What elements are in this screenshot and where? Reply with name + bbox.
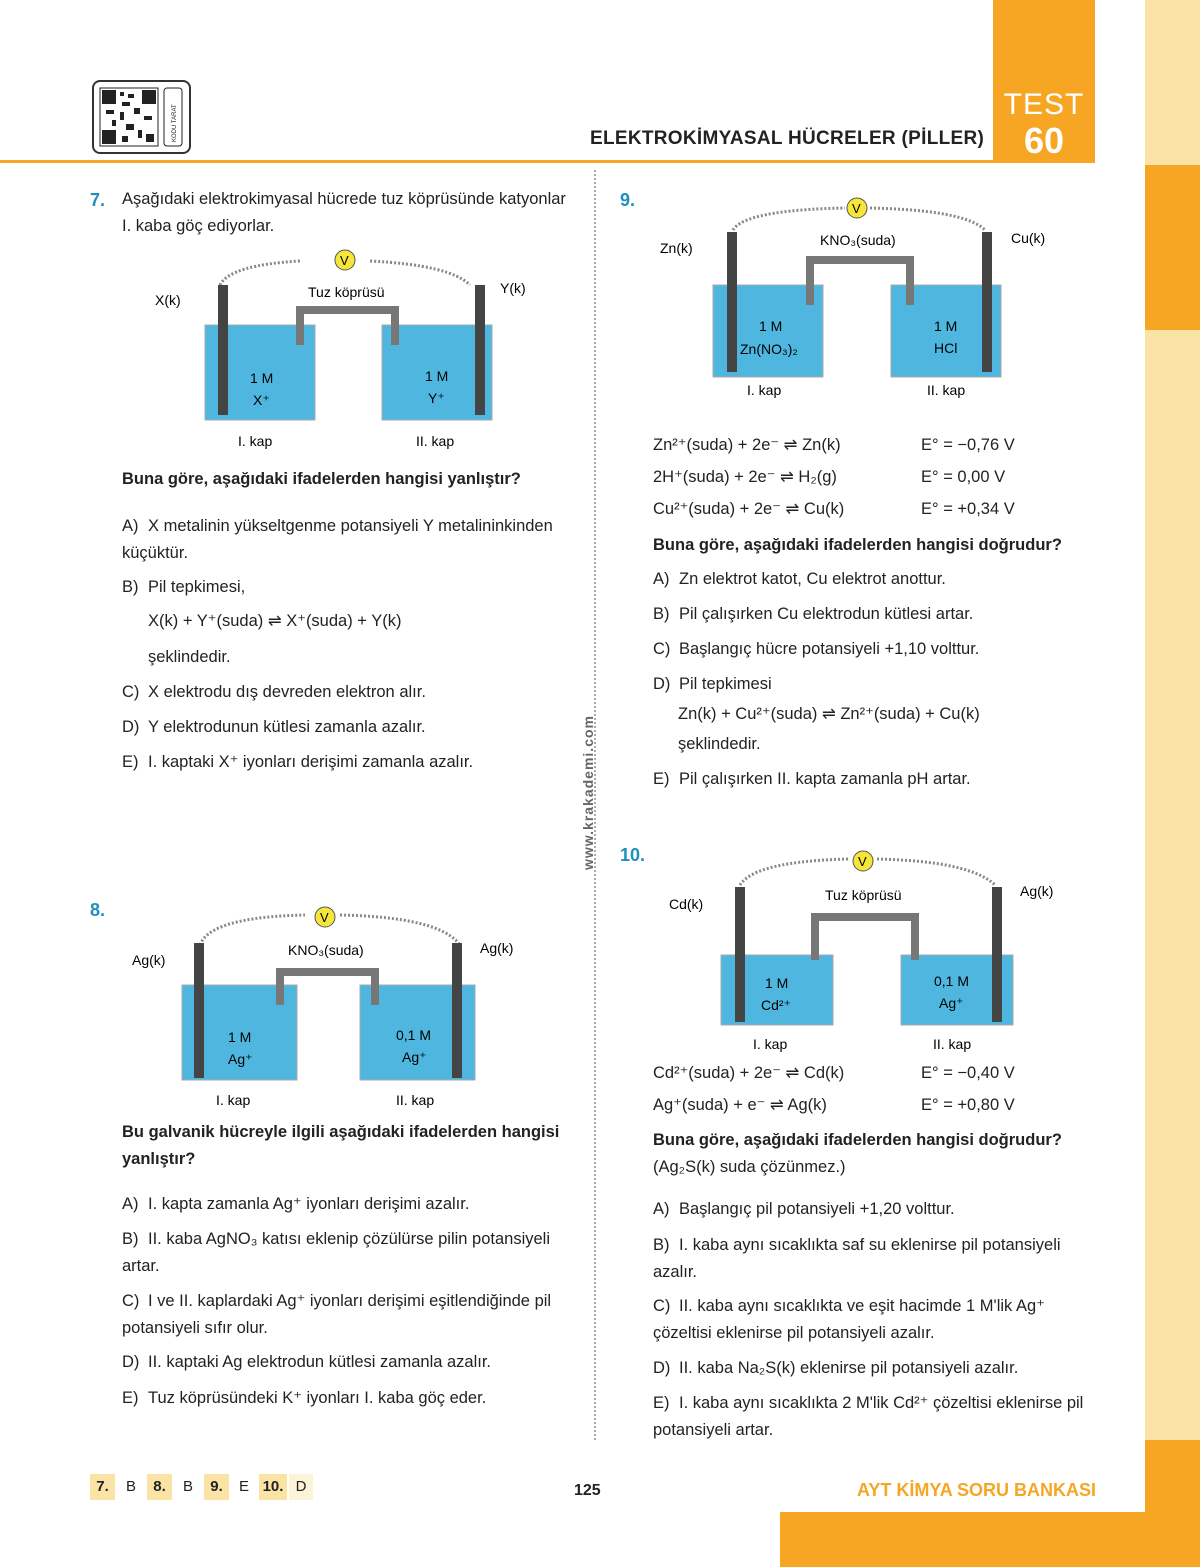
q8-cell1-ion: Ag⁺ — [228, 1051, 253, 1067]
test-badge — [993, 0, 1095, 163]
q9-eq-1: Zn²⁺(suda) + 2e⁻ ⇌ Zn(k) — [653, 436, 841, 454]
q9-question: Buna göre, aşağıdaki ifadelerden hangisi doğrudur? — [653, 536, 1062, 554]
answer-key-q9-value: E — [238, 1478, 249, 1495]
q7-right-electrode: Y(k) — [500, 280, 526, 296]
q8-cell-figure — [130, 905, 550, 1115]
q8-bridge-label: KNO₃(suda) — [288, 942, 364, 958]
q10-eq-2-potential: E° = +0,80 V — [921, 1096, 1015, 1114]
q8-meter: V — [320, 910, 329, 925]
q10-meter: V — [858, 854, 867, 869]
footer-title: AYT KİMYA SORU BANKASI — [857, 1480, 1097, 1500]
q9-eq-2: 2H⁺(suda) + 2e⁻ ⇌ H₂(g) — [653, 468, 837, 486]
qr-code-icon — [94, 82, 189, 152]
answer-key-q10-value: D — [289, 1474, 313, 1500]
q10-number: 10. — [620, 845, 646, 865]
q9-eq-3: Cu²⁺(suda) + 2e⁻ ⇌ Cu(k) — [653, 500, 845, 518]
q8-cell2-ion: Ag⁺ — [402, 1049, 427, 1065]
q9-cell2-ion: HCl — [934, 340, 958, 356]
q7-cell1-ion: X⁺ — [253, 392, 270, 408]
answer-key-q9-label: 9. — [204, 1474, 229, 1500]
q7-meter: V — [340, 253, 349, 268]
q8-right-electrode: Ag(k) — [480, 940, 514, 956]
q9-kap1: I. kap — [747, 382, 782, 398]
q7-cell2-ion: Y⁺ — [428, 390, 445, 406]
q10-eq-1-potential: E° = −0,40 V — [921, 1064, 1015, 1082]
q10-option-e[interactable]: E) I. kaba aynı sıcaklıkta 2 M'lik Cd²⁺ çözeltisi eklenirse pil potansiyeli artar. — [653, 1394, 1084, 1439]
q10-cell1-ion: Cd²⁺ — [761, 997, 791, 1013]
q8-question: Bu galvanik hücreyle ilgili aşağıdaki ifadelerden hangisi yanlıştır? — [122, 1123, 560, 1168]
q7-left-electrode: X(k) — [155, 292, 181, 308]
q7-option-b-end: şeklindedir. — [148, 648, 231, 666]
q7-option-c[interactable]: C) X elektrodu dış devreden elektron alır. — [122, 683, 426, 701]
q10-option-b[interactable]: B) I. kaba aynı sıcaklıkta saf su eklenirse pil potansiyeli azalır. — [653, 1236, 1061, 1281]
q10-cell2-ion: Ag⁺ — [939, 995, 964, 1011]
q10-option-c[interactable]: C) II. kaba aynı sıcaklıkta ve eşit hacimde 1 M'lik Ag⁺ çözeltisi eklenirse pil potansiyeli azalır. — [653, 1297, 1045, 1342]
q7-kap1: I. kap — [238, 433, 273, 449]
q9-cell1-conc: 1 M — [759, 318, 783, 334]
q7-cell1-conc: 1 M — [250, 370, 274, 386]
page-number: 125 — [574, 1482, 601, 1499]
q10-note: (Ag₂S(k) suda çözünmez.) — [653, 1158, 846, 1176]
q10-cell1-conc: 1 M — [765, 975, 789, 991]
q10-option-d[interactable]: D) II. kaba Na₂S(k) eklenirse pil potansiyeli azalır. — [653, 1359, 1019, 1377]
q9-right-electrode: Cu(k) — [1011, 230, 1046, 246]
footer-band — [780, 1512, 1200, 1567]
q9-option-e[interactable]: E) Pil çalışırken II. kapta zamanla pH artar. — [653, 770, 971, 788]
q10-left-electrode: Cd(k) — [669, 896, 704, 912]
header-rule — [0, 160, 993, 163]
q9-meter: V — [852, 201, 861, 216]
q8-option-e[interactable]: E) Tuz köprüsündeki K⁺ iyonları I. kaba göç eder. — [122, 1389, 487, 1407]
q9-option-d-equation: Zn(k) + Cu²⁺(suda) ⇌ Zn²⁺(suda) + Cu(k) — [678, 705, 980, 723]
q9-cell1-ion: Zn(NO₃)₂ — [740, 341, 798, 357]
q9-option-d-end: şeklindedir. — [678, 735, 761, 753]
q10-kap2: II. kap — [933, 1036, 972, 1052]
qr-label: KODU TARAT — [172, 104, 178, 142]
test-number: 60 — [1023, 120, 1065, 161]
q9-option-a[interactable]: A) Zn elektrot katot, Cu elektrot anottur. — [653, 570, 946, 588]
q10-right-electrode: Ag(k) — [1020, 883, 1054, 899]
q7-number: 7. — [90, 190, 106, 210]
watermark: www.krakademi.com — [580, 715, 596, 870]
q9-option-c[interactable]: C) Başlangıç hücre potansiyeli +1,10 volttur. — [653, 640, 980, 658]
q8-kap1: I. kap — [216, 1092, 251, 1108]
q7-option-b-equation: X(k) + Y⁺(suda) ⇌ X⁺(suda) + Y(k) — [148, 612, 402, 630]
q10-cell2-conc: 0,1 M — [934, 973, 970, 989]
q9-kap2: II. kap — [927, 382, 966, 398]
q10-cell-figure — [665, 845, 1075, 1060]
q10-eq-1: Cd²⁺(suda) + 2e⁻ ⇌ Cd(k) — [653, 1064, 845, 1082]
q7-option-d[interactable]: D) Y elektrodunun kütlesi zamanla azalır. — [122, 718, 426, 736]
q8-left-electrode: Ag(k) — [132, 952, 166, 968]
q7-kap2: II. kap — [416, 433, 455, 449]
q8-kap2: II. kap — [396, 1092, 435, 1108]
q9-bridge-label: KNO₃(suda) — [820, 232, 896, 248]
q7-option-a[interactable]: A) X metalinin yükseltgenme potansiyeli Y metalininkinden küçüktür. — [122, 517, 553, 562]
q10-eq-2: Ag⁺(suda) + e⁻ ⇌ Ag(k) — [653, 1096, 827, 1114]
answer-key-q10-label: 10. — [259, 1474, 287, 1500]
answer-key-q8-value: B — [182, 1478, 193, 1495]
q9-cell2-conc: 1 M — [934, 318, 958, 334]
answer-key-q7-value: B — [125, 1478, 136, 1495]
q8-cell1-conc: 1 M — [228, 1029, 252, 1045]
q10-question: Buna göre, aşağıdaki ifadelerden hangisi doğrudur? — [653, 1131, 1062, 1149]
q8-option-a[interactable]: A) I. kapta zamanla Ag⁺ iyonları derişimi azalır. — [122, 1195, 470, 1213]
q7-option-b[interactable]: B) Pil tepkimesi, — [122, 578, 246, 596]
q9-option-d[interactable]: D) Pil tepkimesi — [653, 675, 772, 693]
q9-left-electrode: Zn(k) — [660, 240, 693, 256]
q10-option-a[interactable]: A) Başlangıç pil potansiyeli +1,20 volttur. — [653, 1200, 955, 1218]
q9-cell-figure — [655, 190, 1075, 405]
footer-band-side — [1145, 1440, 1200, 1515]
q9-eq-2-potential: E° = 0,00 V — [921, 468, 1006, 486]
page-title: ELEKTROKİMYASAL HÜCRELER (PİLLER) — [590, 128, 985, 149]
answer-key-q8-label: 8. — [147, 1474, 172, 1500]
q9-eq-1-potential: E° = −0,76 V — [921, 436, 1015, 454]
q9-eq-3-potential: E° = +0,34 V — [921, 500, 1015, 518]
q7-cell-figure — [150, 245, 550, 455]
answer-key-q7-label: 7. — [90, 1474, 115, 1500]
q10-kap1: I. kap — [753, 1036, 788, 1052]
q8-option-c[interactable]: C) I ve II. kaplardaki Ag⁺ iyonları derişimi eşitlendiğinde pil potansiyeli sıfır olur. — [122, 1292, 552, 1337]
q9-option-b[interactable]: B) Pil çalışırken Cu elektrodun kütlesi artar. — [653, 605, 974, 623]
q8-cell2-conc: 0,1 M — [396, 1027, 432, 1043]
test-label: TEST — [1003, 88, 1085, 121]
q7-bridge-label: Tuz köprüsü — [308, 284, 385, 300]
side-tab-marker — [1145, 165, 1200, 330]
q7-stem: Aşağıdaki elektrokimyasal hücrede tuz köprüsünde katyonlar I. kaba göç ediyorlar. — [122, 190, 566, 235]
q7-option-e[interactable]: E) I. kaptaki X⁺ iyonları derişimi zamanla azalır. — [122, 753, 474, 771]
q7-question: Buna göre, aşağıdaki ifadelerden hangisi yanlıştır? — [122, 470, 521, 488]
q10-bridge-label: Tuz köprüsü — [825, 887, 902, 903]
q9-number: 9. — [620, 190, 636, 210]
q7-cell2-conc: 1 M — [425, 368, 449, 384]
q8-number: 8. — [90, 900, 106, 920]
q8-option-b[interactable]: B) II. kaba AgNO₃ katısı eklenip çözülürse pilin potansiyeli artar. — [122, 1230, 551, 1275]
qr-code-box[interactable] — [92, 80, 191, 154]
q8-option-d[interactable]: D) II. kaptaki Ag elektrodun kütlesi zamanla azalır. — [122, 1353, 492, 1371]
